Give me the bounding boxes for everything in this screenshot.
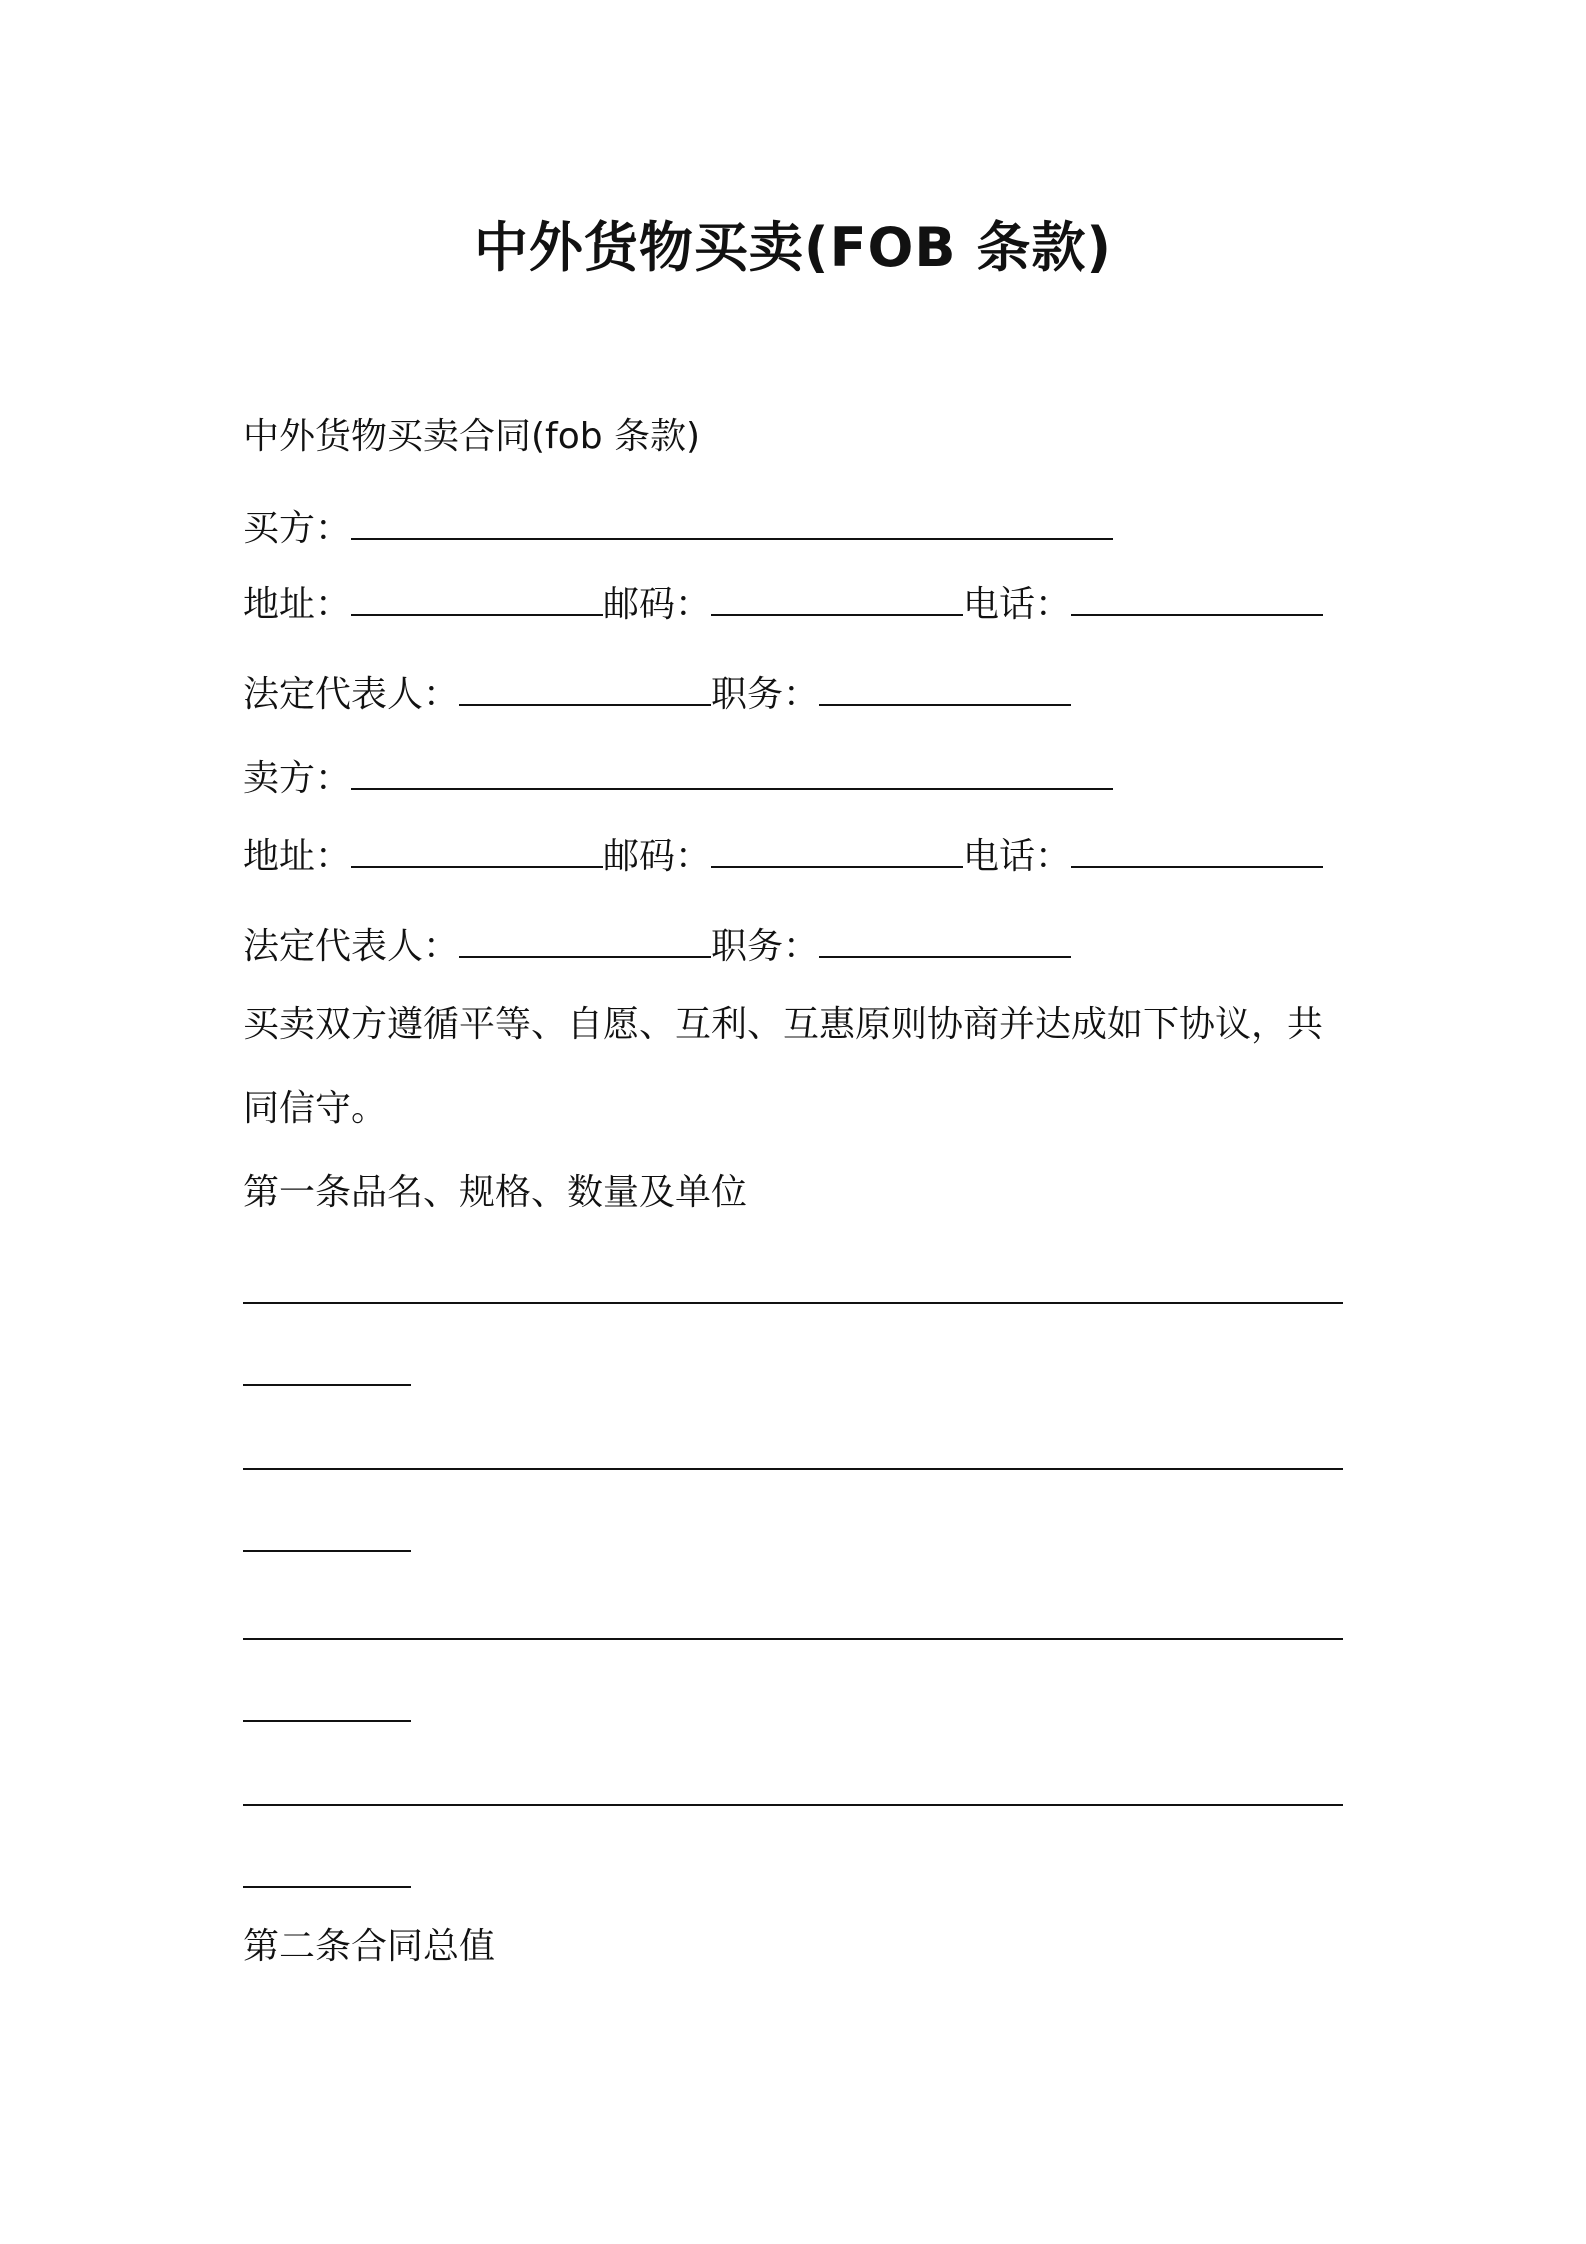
agreement-text-line2: 同信守。 [243,1088,388,1129]
buyer-position-label: 职务： [711,674,820,715]
article1-blank-line[interactable] [243,1686,411,1722]
buyer-name-blank[interactable] [351,504,1113,540]
seller-phone-label: 电话： [963,836,1072,877]
article1-blank-line[interactable] [243,1770,1343,1806]
buyer-label: 买方： [243,508,352,549]
seller-row [243,754,1113,804]
seller-postcode-blank[interactable] [711,832,963,868]
article1-blank-line[interactable] [243,1516,411,1552]
buyer-postcode-label: 邮码： [603,584,712,625]
seller-address-blank[interactable] [351,832,603,868]
buyer-contact-row [243,580,1323,630]
buyer-address-label: 地址： [243,584,352,625]
article1-blank-line[interactable] [243,1268,1343,1304]
document-title: 中外货物买卖(FOB 条款) [473,216,1113,279]
article1-blank-row [243,1268,1343,1318]
article1-blank-row [243,1852,411,1902]
article1-blank-line[interactable] [243,1350,411,1386]
buyer-address-blank[interactable] [351,580,603,616]
article1-blank-row [243,1434,1343,1484]
seller-postcode-label: 邮码： [603,836,712,877]
seller-label: 卖方： [243,758,352,799]
seller-legal-rep-label: 法定代表人： [243,926,460,967]
seller-rep-row [243,922,1071,972]
buyer-postcode-blank[interactable] [711,580,963,616]
article1-blank-row [243,1770,1343,1820]
seller-position-blank[interactable] [819,922,1071,958]
article1-blank-row [243,1350,411,1400]
article1-blank-line[interactable] [243,1852,411,1888]
buyer-position-blank[interactable] [819,670,1071,706]
buyer-row [243,504,1113,554]
article1-blank-line[interactable] [243,1434,1343,1470]
seller-phone-blank[interactable] [1071,832,1323,868]
buyer-phone-label: 电话： [963,584,1072,625]
buyer-legal-rep-blank[interactable] [459,670,711,706]
seller-legal-rep-blank[interactable] [459,922,711,958]
article1-blank-row [243,1686,411,1736]
agreement-text-line1: 买卖双方遵循平等、自愿、互利、互惠原则协商并达成如下协议，共 [243,1004,1324,1045]
buyer-legal-rep-label: 法定代表人： [243,674,460,715]
seller-contact-row [243,832,1323,882]
article2-heading: 第二条合同总值 [243,1926,496,1967]
seller-name-blank[interactable] [351,754,1113,790]
article1-heading: 第一条品名、规格、数量及单位 [243,1172,748,1213]
buyer-rep-row [243,670,1071,720]
buyer-phone-blank[interactable] [1071,580,1323,616]
article1-blank-row [243,1604,1343,1654]
contract-subtitle: 中外货物买卖合同(fob 条款) [243,416,701,457]
article1-blank-row [243,1516,411,1566]
article1-blank-line[interactable] [243,1604,1343,1640]
seller-position-label: 职务： [711,926,820,967]
seller-address-label: 地址： [243,836,352,877]
